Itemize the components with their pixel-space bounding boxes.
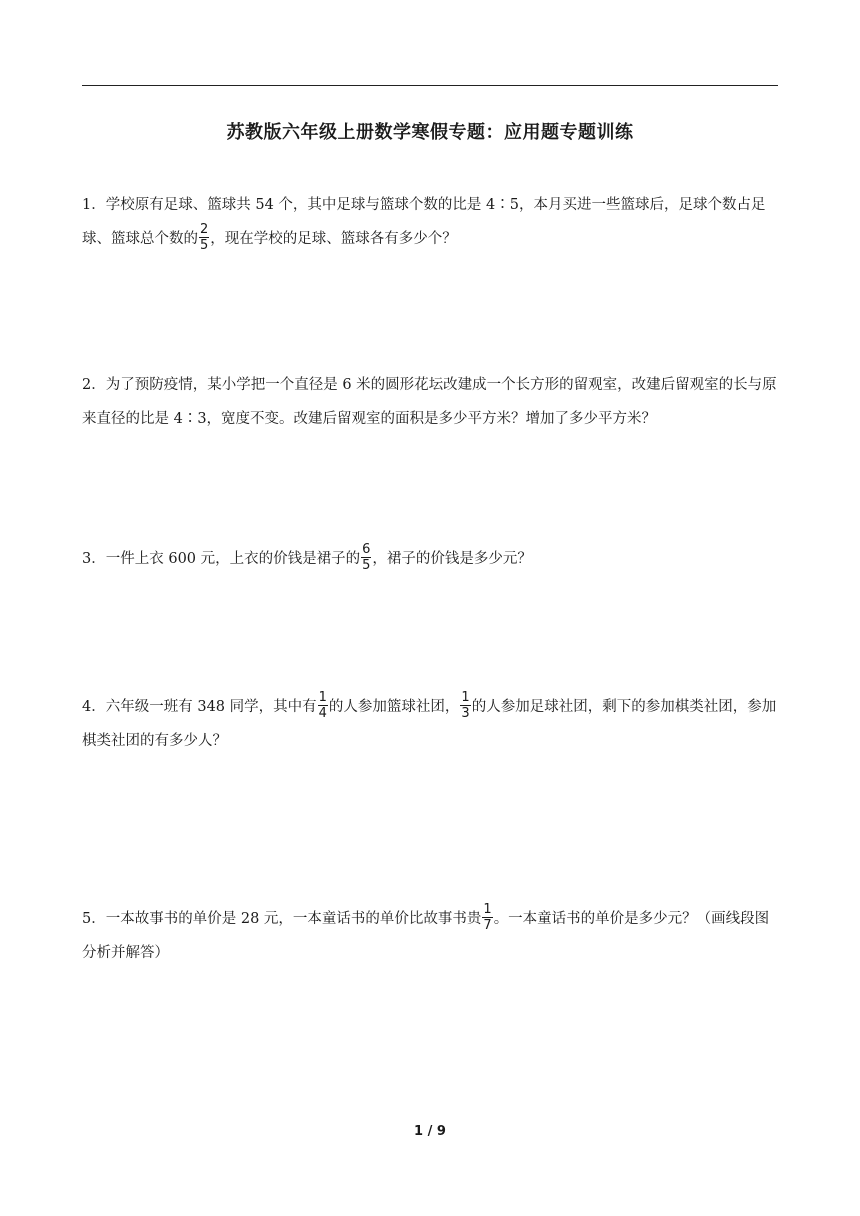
- problem-2: [82, 368, 780, 436]
- fraction-numerator: 6: [362, 541, 371, 557]
- problem-4: [82, 690, 780, 758]
- fraction-denominator: 5: [362, 557, 371, 573]
- problem-number: 3．: [82, 551, 106, 567]
- problem-text: 的人参加篮球社团，: [328, 699, 460, 715]
- page-number: 1 / 9: [414, 1124, 446, 1139]
- problem-text: 为了预防疫情，某小学把一个直径是 6 米的圆形花坛改建成一个长方形的留观室，改建后留观室的长与原来直径的比是 4∶3，宽度不变。改建后留观室的面积是多少平方米？增加了多少平方米？: [82, 377, 777, 427]
- problem-3: [82, 542, 780, 576]
- problem-text: 。一本童话书的单价是多少元？（画线段图分析并解答）: [82, 911, 770, 961]
- problem-text: 的人参加足球社团，剩下的参加棋类社团，参加棋类社团的有多少人？: [82, 699, 777, 749]
- fraction-numerator: 1: [483, 901, 492, 917]
- fraction: [361, 543, 371, 572]
- fraction: [482, 903, 492, 932]
- problem-text: 六年级一班有 348 同学，其中有: [105, 699, 317, 715]
- problem-text: ，现在学校的足球、篮球各有多少个？: [210, 231, 457, 247]
- document-title: 苏教版六年级上册数学寒假专题：应用题专题训练: [226, 122, 634, 143]
- fraction: [318, 691, 328, 720]
- problem-text: 学校原有足球、篮球共 54 个，其中足球与篮球个数的比是 4∶5，本月买进一些篮球后，足球个数占足球、篮球总个数的: [82, 197, 766, 247]
- fraction-denominator: 5: [200, 237, 209, 253]
- fraction-numerator: 1: [318, 689, 327, 705]
- problem-text: ，裙子的价钱是多少元？: [372, 551, 532, 567]
- problem-5: [82, 902, 780, 970]
- fraction-numerator: 1: [461, 689, 470, 705]
- fraction-denominator: 4: [318, 705, 327, 721]
- fraction: [460, 691, 470, 720]
- problem-number: 5．: [82, 911, 106, 927]
- problem-text: 一本故事书的单价是 28 元，一本童话书的单价比故事书贵: [105, 911, 482, 927]
- problem-number: 1．: [82, 197, 106, 213]
- header-rule: [82, 85, 778, 86]
- fraction: [199, 223, 209, 252]
- fraction-denominator: 3: [461, 705, 470, 721]
- problem-number: 4．: [82, 699, 106, 715]
- problem-1: [82, 188, 780, 256]
- problem-text: 一件上衣 600 元，上衣的价钱是裙子的: [105, 551, 361, 567]
- fraction-denominator: 7: [483, 917, 492, 933]
- problem-number: 2．: [82, 377, 106, 393]
- fraction-numerator: 2: [200, 221, 209, 237]
